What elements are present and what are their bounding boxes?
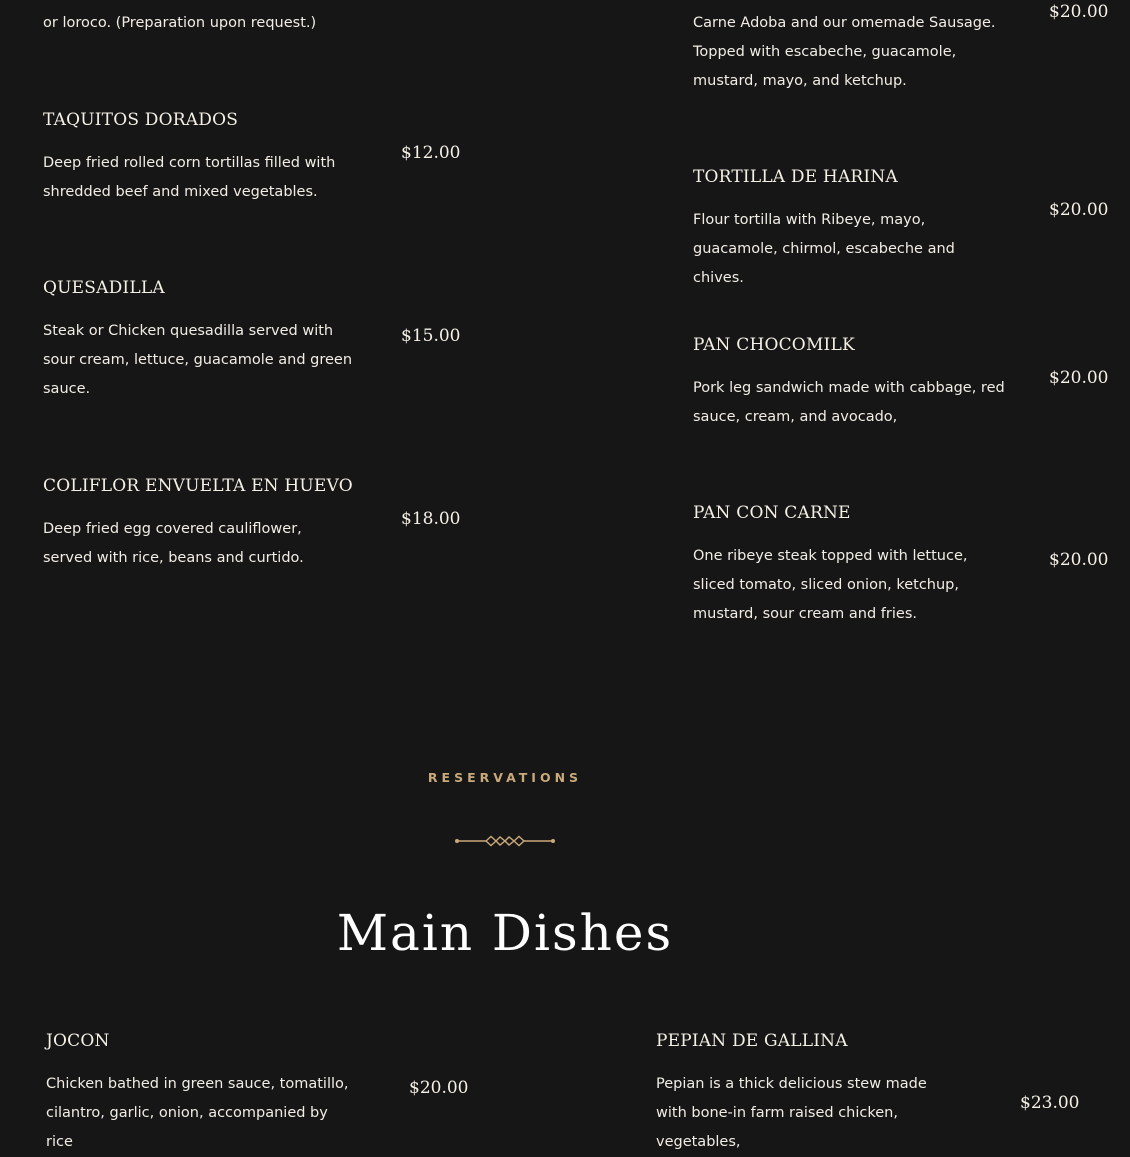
item-name: TORTILLA DE HARINA (693, 167, 898, 187)
item-name: PAN CON CARNE (693, 503, 851, 523)
menu-item-pan-chocomilk (693, 335, 1113, 445)
item-price: $12.00 (401, 143, 461, 163)
item-price: $23.00 (1020, 1093, 1080, 1113)
item-price: $20.00 (1049, 200, 1109, 220)
item-description: Steak or Chicken quesadilla served with sour cream, lettuce, guacamole and green sauce. (43, 323, 353, 397)
item-price: $20.00 (1049, 550, 1109, 570)
item-description: Pork leg sandwich made with cabbage, red sauce, cream, and avocado, (693, 380, 1005, 425)
item-description: Deep fried egg covered cauliflower, served with rice, beans and curtido. (43, 521, 304, 566)
section-title: Main Dishes (336, 904, 674, 962)
item-price: $20.00 (1049, 2, 1109, 22)
item-price: $18.00 (401, 509, 461, 529)
menu-item-quesadilla (43, 278, 483, 408)
menu-item (43, 0, 483, 54)
item-price: $20.00 (1049, 368, 1109, 388)
item-name: PEPIAN DE GALLINA (656, 1031, 848, 1051)
menu-item-pan-con-carne (693, 503, 1113, 633)
item-description: or loroco. (Preparation upon request.) (43, 15, 317, 31)
item-description: Flour tortilla with Ribeye, mayo, guacamole, chirmol, escabeche and chives. (693, 212, 955, 286)
item-name: TAQUITOS DORADOS (43, 110, 239, 130)
item-name: QUESADILLA (43, 278, 165, 298)
item-description: Chicken bathed in green sauce, tomatillo, cilantro, garlic, onion, accompanied by rice (46, 1076, 349, 1150)
item-name: PAN CHOCOMILK (693, 335, 855, 355)
reservations-link[interactable]: RESERVATIONS (427, 770, 583, 785)
menu-item-coliflor-envuelta-en-huevo (43, 476, 483, 586)
menu-item (693, 0, 1113, 104)
item-description: Deep fried rolled corn tortillas filled with shredded beef and mixed vegetables. (43, 155, 336, 200)
item-name: COLIFLOR ENVUELTA EN HUEVO (43, 476, 353, 496)
item-description: Carne Adoba and our omemade Sausage. Topped with escabeche, guacamole, mustard, mayo, and ketchup. (693, 15, 996, 89)
item-name: JOCON (46, 1031, 110, 1051)
item-price: $20.00 (409, 1078, 469, 1098)
menu-item-jocon (46, 1031, 486, 1150)
menu-item-pepian-de-gallina (656, 1031, 1096, 1150)
item-description: One ribeye steak topped with lettuce, sliced tomato, sliced onion, ketchup, mustard, sour cream and fries. (693, 548, 968, 622)
menu-item-taquitos-dorados (43, 110, 483, 220)
menu-item-tortilla-de-harina (693, 167, 1113, 286)
item-price: $15.00 (401, 326, 461, 346)
ornamental-divider-icon (454, 832, 556, 850)
item-description: Pepian is a thick delicious stew made with bone-in farm raised chicken, vegetables, (656, 1076, 927, 1150)
